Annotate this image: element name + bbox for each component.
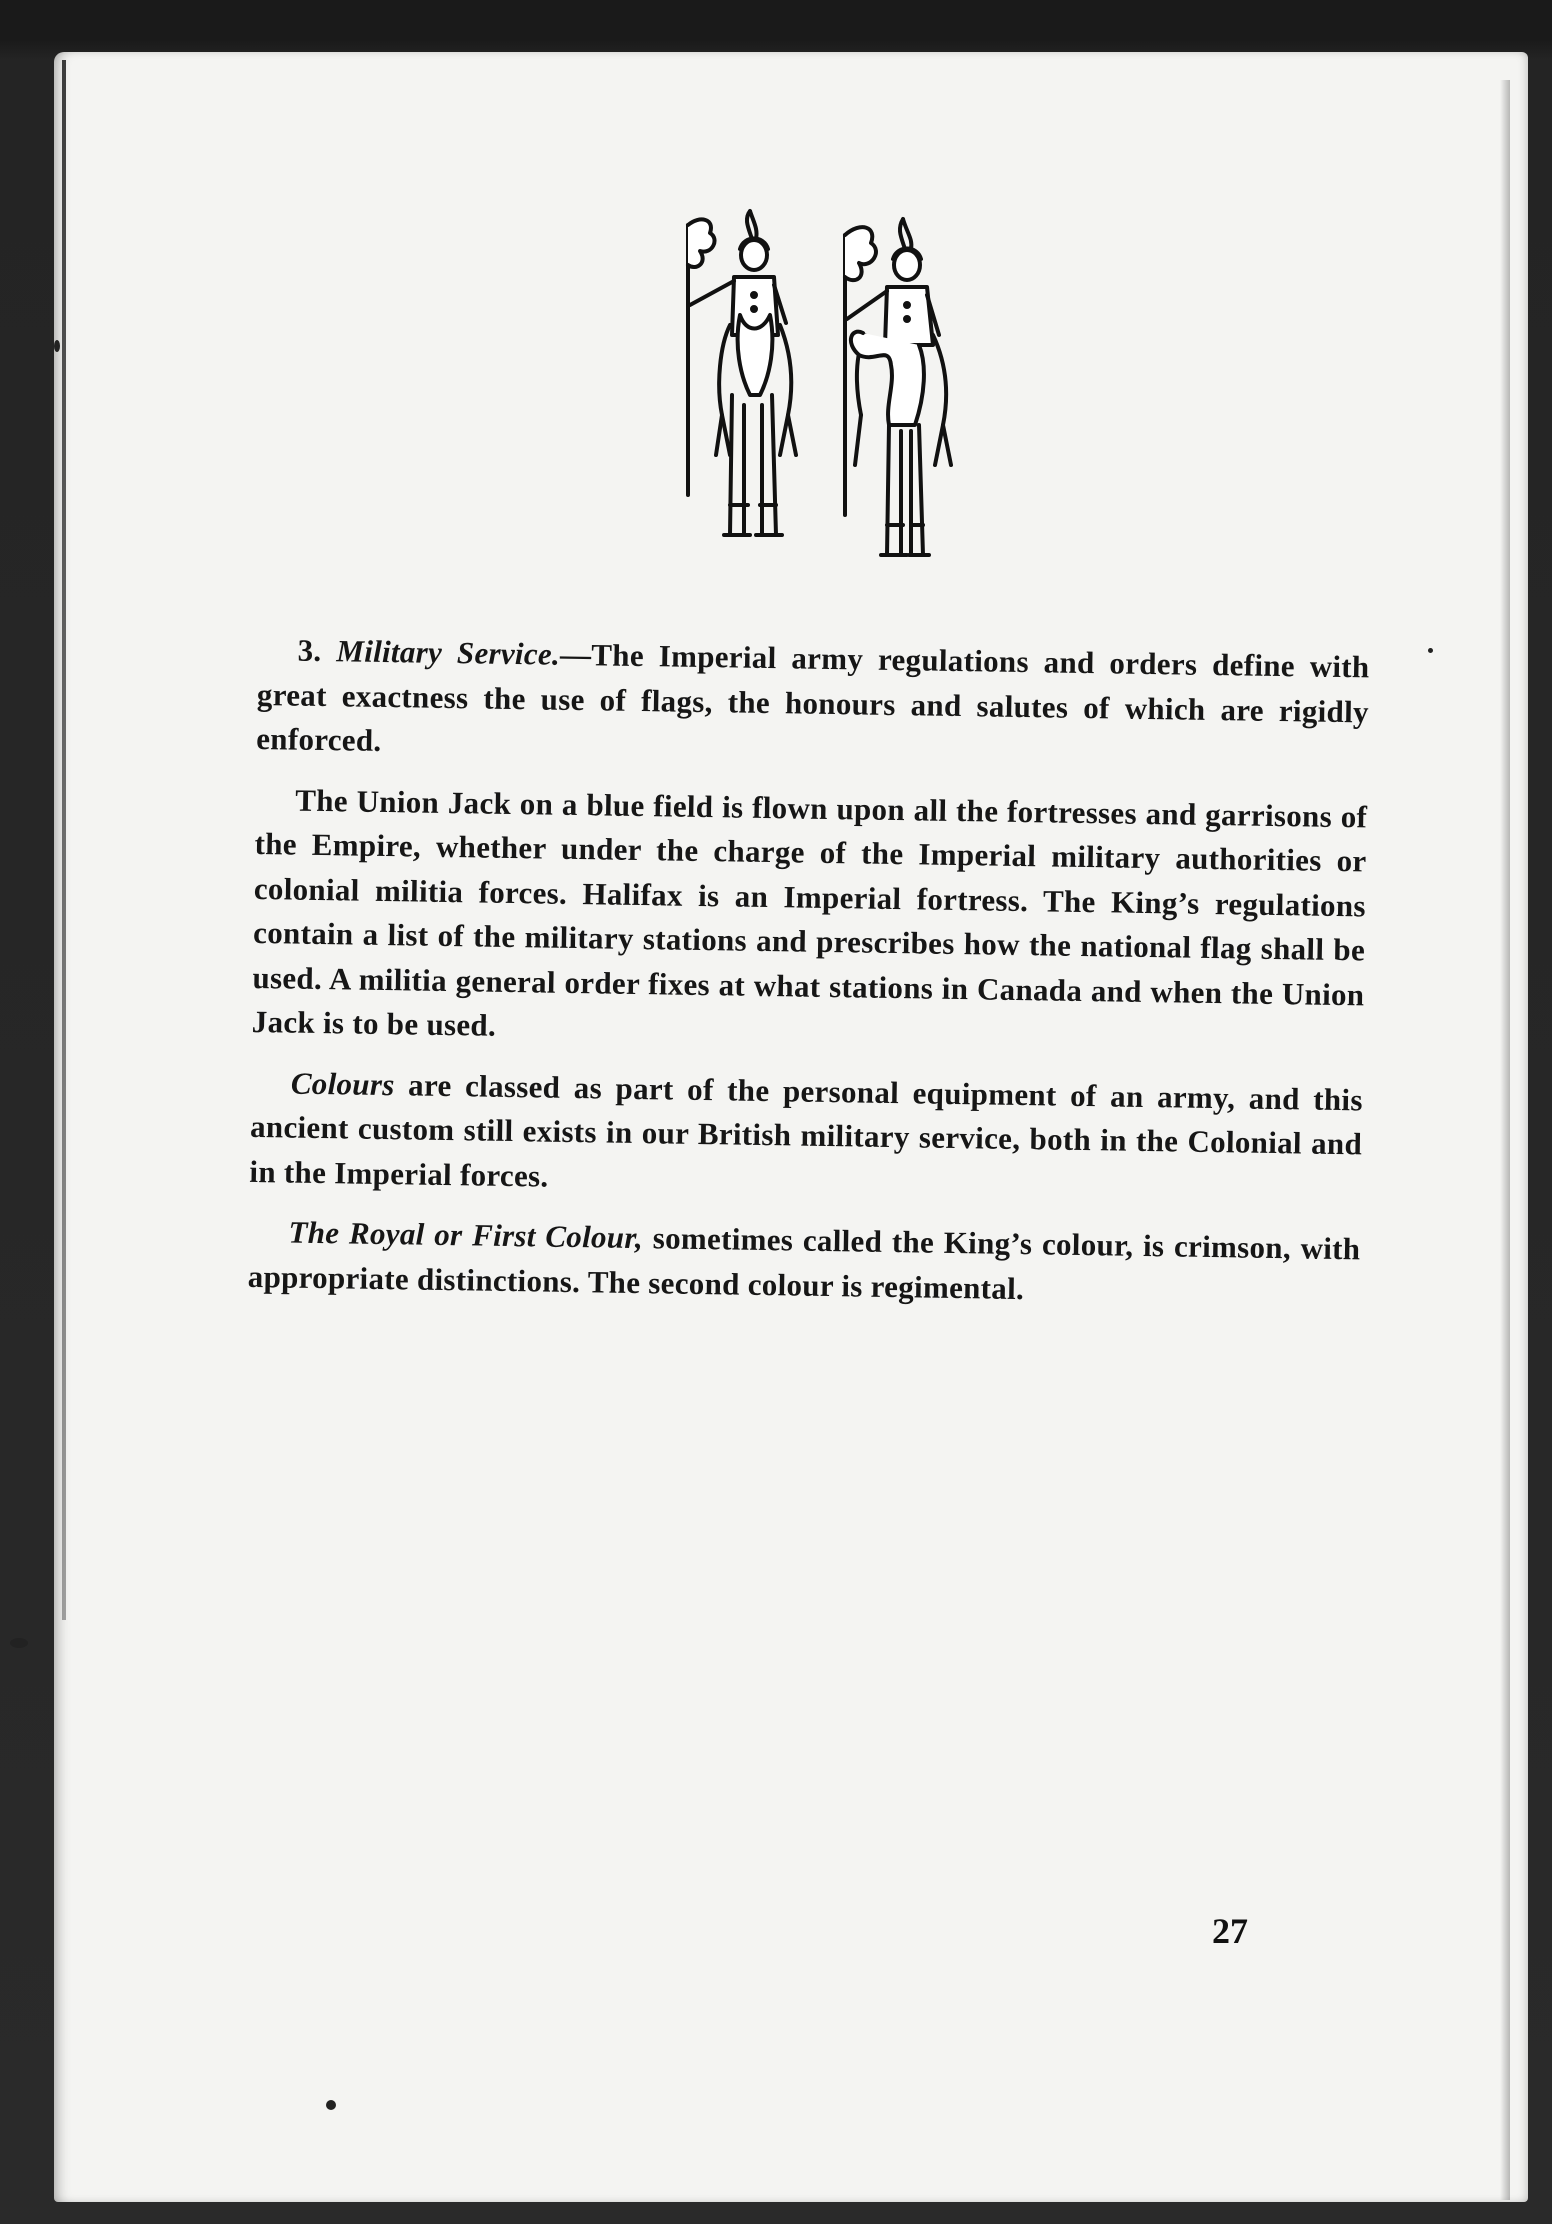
paragraph-body: are classed as part of the personal equipment of an army, and this ancient custom still exists in our British military service, both in the Colonial and in the Imperial forces. <box>249 1066 1364 1194</box>
scan-speck <box>1428 648 1433 653</box>
paragraph-body: The Union Jack on a blue field is flown upon all the fortresses and garrisons of the Empire, whether under the charge of the Imperial military authorities or colonial militia forces. Halifax is an Imperial fortress. The King’s regulations contain a list of the military stations and prescribes how the national flag shall be used. A militia general order fixes at what stations in Canada and when the Union Jack is to be used. <box>251 782 1368 1043</box>
page-edge-shadow <box>1500 80 1510 2200</box>
mounted-standard-bearers-illustration <box>660 205 970 605</box>
paragraph-body: —The Imperial army regulations and orders define with great exactness the use of flags, the honours and salutes of which are rigidly enforced. <box>255 636 1370 758</box>
scan-speck <box>10 1638 28 1648</box>
paragraph-royal-colour <box>247 1210 1360 1316</box>
page-number: 27 <box>1212 1911 1248 1951</box>
paragraph-lead-italic: The Royal or First Colour, <box>288 1214 644 1256</box>
paragraph-body: sometimes called the King’s colour, is crimson, with appropriate distinctions. The second colour is regimental. <box>247 1220 1361 1306</box>
page-gutter <box>62 60 66 1620</box>
rider-left <box>688 211 796 535</box>
body-text <box>247 628 1370 1332</box>
paragraph-military-service <box>256 628 1370 779</box>
rider-right <box>845 219 951 555</box>
paragraph-colours <box>249 1060 1363 1211</box>
paragraph-lead-italic: Colours <box>290 1065 395 1102</box>
section-number: 3. <box>297 632 337 669</box>
paragraph-union-jack <box>251 777 1367 1061</box>
scan-speck <box>326 2100 336 2110</box>
section-heading: Military Service. <box>336 633 561 672</box>
scan-speck <box>54 340 60 352</box>
